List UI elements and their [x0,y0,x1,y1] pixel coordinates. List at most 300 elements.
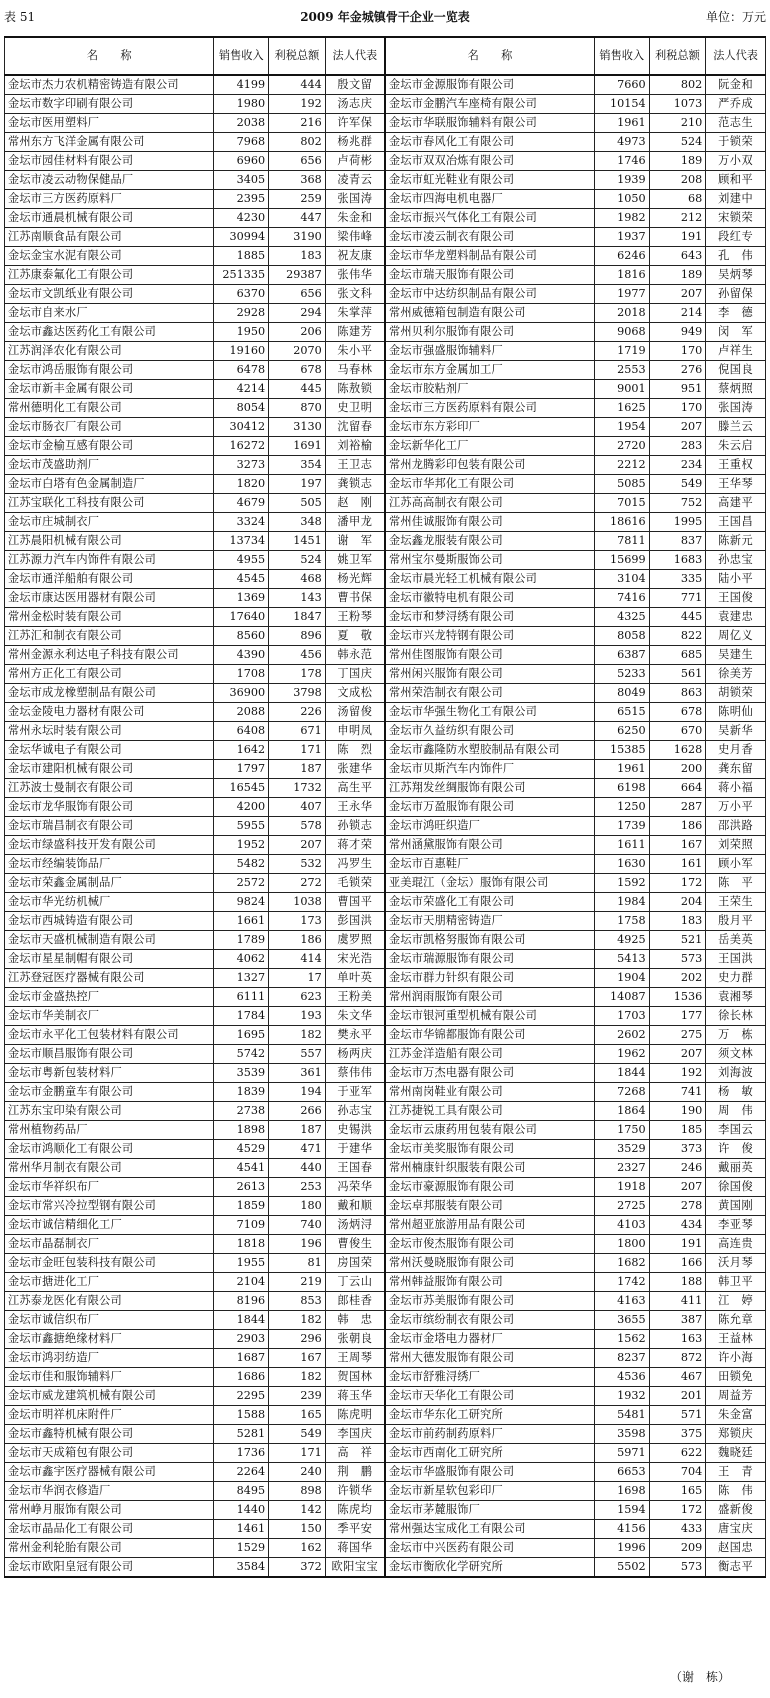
sales-revenue-right: 1562 [594,1330,649,1349]
header-tax-left: 利税总额 [269,37,326,75]
table-row [5,304,766,323]
total-tax-left: 414 [269,950,326,969]
legal-representative-right: 宋锁荣 [706,209,766,228]
legal-representative-left: 张伟华 [325,266,385,285]
total-tax-right: 573 [649,950,706,969]
table-row [5,418,766,437]
legal-representative-left: 宋光浩 [325,950,385,969]
company-name-right: 金坛市胶粘剂厂 [385,380,594,399]
header-sales-left: 销售收入 [214,37,269,75]
total-tax-left: 182 [269,1311,326,1330]
legal-representative-right: 陈 伟 [706,1482,766,1501]
company-name-left: 金坛市搪进化工厂 [5,1273,214,1292]
company-name-right: 金坛市万盈服饰有限公司 [385,798,594,817]
legal-representative-right: 李 德 [706,304,766,323]
sales-revenue-right: 5481 [594,1406,649,1425]
legal-representative-right: 须文林 [706,1045,766,1064]
total-tax-left: 853 [269,1292,326,1311]
sales-revenue-left: 13734 [214,532,269,551]
legal-representative-left: 梁伟峰 [325,228,385,247]
sales-revenue-right: 1800 [594,1235,649,1254]
legal-representative-right: 蔡炳照 [706,380,766,399]
table-row [5,1387,766,1406]
total-tax-left: 445 [269,380,326,399]
legal-representative-left: 史锡洪 [325,1121,385,1140]
company-name-right: 金坛市鑫隆防水塑胶制品有限公司 [385,741,594,760]
total-tax-right: 234 [649,456,706,475]
table-row [5,779,766,798]
table-row [5,171,766,190]
company-name-left: 金坛市凌云动物保健品厂 [5,171,214,190]
total-tax-right: 752 [649,494,706,513]
legal-representative-left: 陈敖锁 [325,380,385,399]
legal-representative-right: 严乔成 [706,95,766,114]
legal-representative-left: 张建华 [325,760,385,779]
company-name-left: 金坛市诚信精细化工厂 [5,1216,214,1235]
total-tax-right: 1683 [649,551,706,570]
sales-revenue-left: 6111 [214,988,269,1007]
total-tax-right: 163 [649,1330,706,1349]
legal-representative-right: 陈明仙 [706,703,766,722]
sales-revenue-right: 1050 [594,190,649,209]
sales-revenue-left: 4679 [214,494,269,513]
table-row [5,95,766,114]
table-row [5,1159,766,1178]
table-number: 表 51 [4,10,36,24]
sales-revenue-left: 1789 [214,931,269,950]
legal-representative-left: 曹书保 [325,589,385,608]
sales-revenue-left: 1440 [214,1501,269,1520]
total-tax-right: 467 [649,1368,706,1387]
legal-representative-left: 陈 烈 [325,741,385,760]
company-name-left: 金坛市常兴冷拉型钢有限公司 [5,1197,214,1216]
legal-representative-right: 高连贵 [706,1235,766,1254]
sales-revenue-left: 2038 [214,114,269,133]
sales-revenue-left: 4199 [214,75,269,95]
company-name-left: 江苏源力汽车内饰件有限公司 [5,551,214,570]
company-name-right: 金坛市茅麓服饰厂 [385,1501,594,1520]
legal-representative-left: 丁国庆 [325,665,385,684]
legal-representative-right: 吴炳琴 [706,266,766,285]
table-row [5,684,766,703]
legal-representative-left: 李国庆 [325,1425,385,1444]
legal-representative-left: 郎桂香 [325,1292,385,1311]
legal-representative-right: 吴新华 [706,722,766,741]
company-name-right: 金坛市华锦都服饰有限公司 [385,1026,594,1045]
company-name-right: 金坛市群力针织有限公司 [385,969,594,988]
total-tax-left: 623 [269,988,326,1007]
company-name-right: 金坛市凌云制衣有限公司 [385,228,594,247]
legal-representative-left: 曹俊生 [325,1235,385,1254]
table-row [5,741,766,760]
legal-representative-left: 姚卫军 [325,551,385,570]
total-tax-right: 189 [649,266,706,285]
legal-representative-right: 吴建生 [706,646,766,665]
table-row [5,1235,766,1254]
legal-representative-left: 许军保 [325,114,385,133]
total-tax-left: 194 [269,1083,326,1102]
company-name-left: 金坛市金鹏童车有限公司 [5,1083,214,1102]
company-name-left: 金坛市鑫宇医疗器械有限公司 [5,1463,214,1482]
table-row [5,1463,766,1482]
table-row [5,1520,766,1539]
sales-revenue-left: 3539 [214,1064,269,1083]
table-row [5,1406,766,1425]
table-row [5,1349,766,1368]
total-tax-right: 188 [649,1273,706,1292]
total-tax-left: 182 [269,1026,326,1045]
total-tax-left: 259 [269,190,326,209]
company-name-right: 金坛市云康药用包装有限公司 [385,1121,594,1140]
sales-revenue-left: 8196 [214,1292,269,1311]
sales-revenue-left: 8560 [214,627,269,646]
legal-representative-right: 李亚琴 [706,1216,766,1235]
sales-revenue-left: 7109 [214,1216,269,1235]
legal-representative-right: 蒋小福 [706,779,766,798]
company-name-right: 金坛市和梦浔绣有限公司 [385,608,594,627]
sales-revenue-right: 4156 [594,1520,649,1539]
total-tax-right: 521 [649,931,706,950]
total-tax-right: 165 [649,1482,706,1501]
company-name-left: 金坛市鸿岳服饰有限公司 [5,361,214,380]
sales-revenue-left: 2738 [214,1102,269,1121]
sales-revenue-left: 4541 [214,1159,269,1178]
legal-representative-left: 高 祥 [325,1444,385,1463]
company-name-right: 江苏翔发丝绸服饰有限公司 [385,779,594,798]
legal-representative-left: 陈虎明 [325,1406,385,1425]
sales-revenue-right: 4325 [594,608,649,627]
legal-representative-right: 江 婷 [706,1292,766,1311]
company-name-right: 金坛市凯格努服饰有限公司 [385,931,594,950]
legal-representative-right: 唐宝庆 [706,1520,766,1539]
table-row [5,399,766,418]
company-name-left: 江苏南顺食品有限公司 [5,228,214,247]
total-tax-left: 219 [269,1273,326,1292]
legal-representative-right: 陆小平 [706,570,766,589]
table-row [5,285,766,304]
total-tax-left: 557 [269,1045,326,1064]
total-tax-right: 209 [649,1539,706,1558]
legal-representative-right: 卢祥生 [706,342,766,361]
total-tax-left: 162 [269,1539,326,1558]
company-name-left: 江苏润泽农化有限公司 [5,342,214,361]
legal-representative-right: 戴丽英 [706,1159,766,1178]
legal-representative-left: 夏 敬 [325,627,385,646]
company-name-left: 金坛金宝水泥有限公司 [5,247,214,266]
legal-representative-left: 彭国洪 [325,912,385,931]
total-tax-left: 1451 [269,532,326,551]
table-row [5,1482,766,1501]
legal-representative-right: 徐长林 [706,1007,766,1026]
company-name-right: 金坛市新星软包彩印厂 [385,1482,594,1501]
total-tax-left: 578 [269,817,326,836]
sales-revenue-right: 1977 [594,285,649,304]
total-tax-left: 440 [269,1159,326,1178]
total-tax-right: 212 [649,209,706,228]
legal-representative-right: 倪国良 [706,361,766,380]
header-row [5,37,766,75]
sales-revenue-left: 4200 [214,798,269,817]
total-tax-right: 283 [649,437,706,456]
total-tax-right: 1536 [649,988,706,1007]
header-name-right: 名 称 [385,37,594,75]
legal-representative-left: 孙锁志 [325,817,385,836]
sales-revenue-left: 6960 [214,152,269,171]
company-name-right: 常州沃曼晓服饰有限公司 [385,1254,594,1273]
table-row [5,532,766,551]
legal-representative-left: 陈建芳 [325,323,385,342]
table-row [5,1501,766,1520]
table-row [5,893,766,912]
legal-representative-right: 陈允章 [706,1311,766,1330]
sales-revenue-left: 1784 [214,1007,269,1026]
legal-representative-left: 王周琴 [325,1349,385,1368]
legal-representative-right: 衡志平 [706,1558,766,1578]
legal-representative-left: 张国涛 [325,190,385,209]
total-tax-right: 335 [649,570,706,589]
total-tax-right: 186 [649,817,706,836]
legal-representative-right: 王重权 [706,456,766,475]
company-name-right: 常州涵黛服饰有限公司 [385,836,594,855]
table-row [5,152,766,171]
table-row [5,380,766,399]
company-name-right: 金坛市华龙塑料制品有限公司 [385,247,594,266]
sales-revenue-right: 1961 [594,760,649,779]
header-name-left: 名 称 [5,37,214,75]
legal-representative-right: 范志生 [706,114,766,133]
table-row [5,1330,766,1349]
company-name-right: 金坛市中兴医药有限公司 [385,1539,594,1558]
company-name-right: 常州宝尔曼斯服饰公司 [385,551,594,570]
total-tax-left: 361 [269,1064,326,1083]
sales-revenue-left: 19160 [214,342,269,361]
company-name-left: 金坛市粤新包装材料厂 [5,1064,214,1083]
page-header [4,6,766,28]
sales-revenue-left: 2572 [214,874,269,893]
company-name-right: 金坛市天朋精密铸造厂 [385,912,594,931]
table-body [5,75,766,1577]
table-row [5,1083,766,1102]
legal-representative-right: 盛新俊 [706,1501,766,1520]
total-tax-right: 771 [649,589,706,608]
sales-revenue-right: 10154 [594,95,649,114]
sales-revenue-right: 4925 [594,931,649,950]
legal-representative-left: 荆 鹏 [325,1463,385,1482]
total-tax-left: 165 [269,1406,326,1425]
sales-revenue-right: 8058 [594,627,649,646]
company-name-right: 金坛新华化工厂 [385,437,594,456]
table-row [5,1045,766,1064]
legal-representative-left: 申明凤 [325,722,385,741]
sales-revenue-right: 1250 [594,798,649,817]
legal-representative-right: 孙留保 [706,285,766,304]
legal-representative-right: 袁建忠 [706,608,766,627]
legal-representative-left: 杨兆群 [325,133,385,152]
sales-revenue-right: 6387 [594,646,649,665]
total-tax-left: 898 [269,1482,326,1501]
legal-representative-left: 毛锁荣 [325,874,385,893]
company-name-right: 江苏高高制衣有限公司 [385,494,594,513]
company-name-left: 常州永坛时装有限公司 [5,722,214,741]
sales-revenue-left: 1461 [214,1520,269,1539]
company-name-left: 金坛市新丰金属有限公司 [5,380,214,399]
sales-revenue-right: 9001 [594,380,649,399]
company-name-left: 金坛市鑫搪绝缘材料厂 [5,1330,214,1349]
table-row [5,950,766,969]
header-rep-right: 法人代表 [706,37,766,75]
legal-representative-right: 李国云 [706,1121,766,1140]
total-tax-left: 1691 [269,437,326,456]
company-name-right: 金坛市金源服饰有限公司 [385,75,594,95]
total-tax-right: 741 [649,1083,706,1102]
table-row [5,817,766,836]
company-name-left: 金坛华诚电子有限公司 [5,741,214,760]
company-name-right: 金坛市强盛服饰辅料厂 [385,342,594,361]
total-tax-right: 837 [649,532,706,551]
total-tax-right: 872 [649,1349,706,1368]
sales-revenue-left: 2903 [214,1330,269,1349]
sales-revenue-left: 5742 [214,1045,269,1064]
total-tax-left: 187 [269,760,326,779]
total-tax-right: 704 [649,1463,706,1482]
sales-revenue-right: 1739 [594,817,649,836]
total-tax-left: 740 [269,1216,326,1235]
sales-revenue-right: 7015 [594,494,649,513]
company-name-left: 江苏泰龙医化有限公司 [5,1292,214,1311]
total-tax-right: 246 [649,1159,706,1178]
legal-representative-left: 刘裕榆 [325,437,385,456]
legal-representative-right: 闵 军 [706,323,766,342]
company-name-left: 金坛市杰力农机精密铸造有限公司 [5,75,214,95]
table-row [5,665,766,684]
sales-revenue-right: 14087 [594,988,649,1007]
sales-revenue-right: 1750 [594,1121,649,1140]
legal-representative-left: 戴和顺 [325,1197,385,1216]
sales-revenue-right: 1611 [594,836,649,855]
sales-revenue-left: 1708 [214,665,269,684]
total-tax-right: 185 [649,1121,706,1140]
total-tax-right: 571 [649,1406,706,1425]
sales-revenue-left: 9824 [214,893,269,912]
company-name-right: 金坛市徽特电机有限公司 [385,589,594,608]
total-tax-left: 167 [269,1349,326,1368]
total-tax-left: 150 [269,1520,326,1539]
total-tax-right: 433 [649,1520,706,1539]
legal-representative-right: 王华琴 [706,475,766,494]
sales-revenue-right: 1961 [594,114,649,133]
company-name-right: 金坛市瑞天服饰有限公司 [385,266,594,285]
legal-representative-left: 贺国林 [325,1368,385,1387]
table-row [5,1140,766,1159]
total-tax-right: 411 [649,1292,706,1311]
sales-revenue-right: 1698 [594,1482,649,1501]
table-row [5,1064,766,1083]
legal-representative-right: 陈新元 [706,532,766,551]
total-tax-left: 296 [269,1330,326,1349]
table-row [5,133,766,152]
sales-revenue-left: 251335 [214,266,269,285]
company-name-left: 金坛金陵电力器材有限公司 [5,703,214,722]
sales-revenue-left: 4545 [214,570,269,589]
table-row [5,931,766,950]
sales-revenue-right: 1594 [594,1501,649,1520]
legal-representative-right: 刘海波 [706,1064,766,1083]
total-tax-left: 3130 [269,418,326,437]
total-tax-right: 172 [649,1501,706,1520]
total-tax-right: 276 [649,361,706,380]
sales-revenue-right: 4536 [594,1368,649,1387]
company-name-left: 金坛市天成箱包有限公司 [5,1444,214,1463]
legal-representative-right: 史月香 [706,741,766,760]
table-row [5,209,766,228]
company-name-left: 常州东方飞洋金属有限公司 [5,133,214,152]
company-name-left: 江苏康泰氟化工有限公司 [5,266,214,285]
company-name-right: 金坛市华联服饰辅料有限公司 [385,114,594,133]
sales-revenue-right: 3598 [594,1425,649,1444]
sales-revenue-right: 2018 [594,304,649,323]
total-tax-left: 456 [269,646,326,665]
legal-representative-left: 韩永范 [325,646,385,665]
table-row [5,836,766,855]
legal-representative-right: 许 俊 [706,1140,766,1159]
sales-revenue-right: 5233 [594,665,649,684]
sales-revenue-left: 1661 [214,912,269,931]
legal-representative-right: 周亿义 [706,627,766,646]
header-rep-left: 法人代表 [325,37,385,75]
company-name-right: 常州楠康针织服装有限公司 [385,1159,594,1178]
sales-revenue-left: 4955 [214,551,269,570]
table-row [5,646,766,665]
legal-representative-left: 王粉美 [325,988,385,1007]
company-name-right: 金坛市金塔电力器材厂 [385,1330,594,1349]
legal-representative-left: 殷文留 [325,75,385,95]
sales-revenue-left: 5281 [214,1425,269,1444]
total-tax-right: 207 [649,285,706,304]
total-tax-right: 445 [649,608,706,627]
company-name-left: 常州金松时装有限公司 [5,608,214,627]
legal-representative-right: 段红专 [706,228,766,247]
legal-representative-left: 陈虎均 [325,1501,385,1520]
company-name-right: 金坛市银河重型机械有限公司 [385,1007,594,1026]
company-name-right: 金坛市三方医药原料有限公司 [385,399,594,418]
legal-representative-left: 王粉琴 [325,608,385,627]
total-tax-left: 505 [269,494,326,513]
legal-representative-left: 朱小平 [325,342,385,361]
company-name-left: 金坛市成龙橡塑制品有限公司 [5,684,214,703]
company-name-left: 金坛市佳和服饰辅料厂 [5,1368,214,1387]
table-row [5,75,766,95]
company-name-right: 金坛卓邦服装有限公司 [385,1197,594,1216]
sales-revenue-right: 15699 [594,551,649,570]
company-name-right: 金坛市东方彩印厂 [385,418,594,437]
table-row [5,1273,766,1292]
sales-revenue-right: 1996 [594,1539,649,1558]
legal-representative-left: 蒋才荣 [325,836,385,855]
sales-revenue-left: 2928 [214,304,269,323]
sales-revenue-right: 5085 [594,475,649,494]
company-name-right: 常州佳图服饰有限公司 [385,646,594,665]
company-name-right: 金坛市俊杰服饰有限公司 [385,1235,594,1254]
company-name-left: 常州华月制衣有限公司 [5,1159,214,1178]
legal-representative-left: 朱文华 [325,1007,385,1026]
legal-representative-right: 顾和平 [706,171,766,190]
total-tax-left: 81 [269,1254,326,1273]
total-tax-right: 210 [649,114,706,133]
table-row [5,1254,766,1273]
sales-revenue-right: 7660 [594,75,649,95]
table-row [5,1311,766,1330]
company-name-left: 常州德明化工有限公司 [5,399,214,418]
